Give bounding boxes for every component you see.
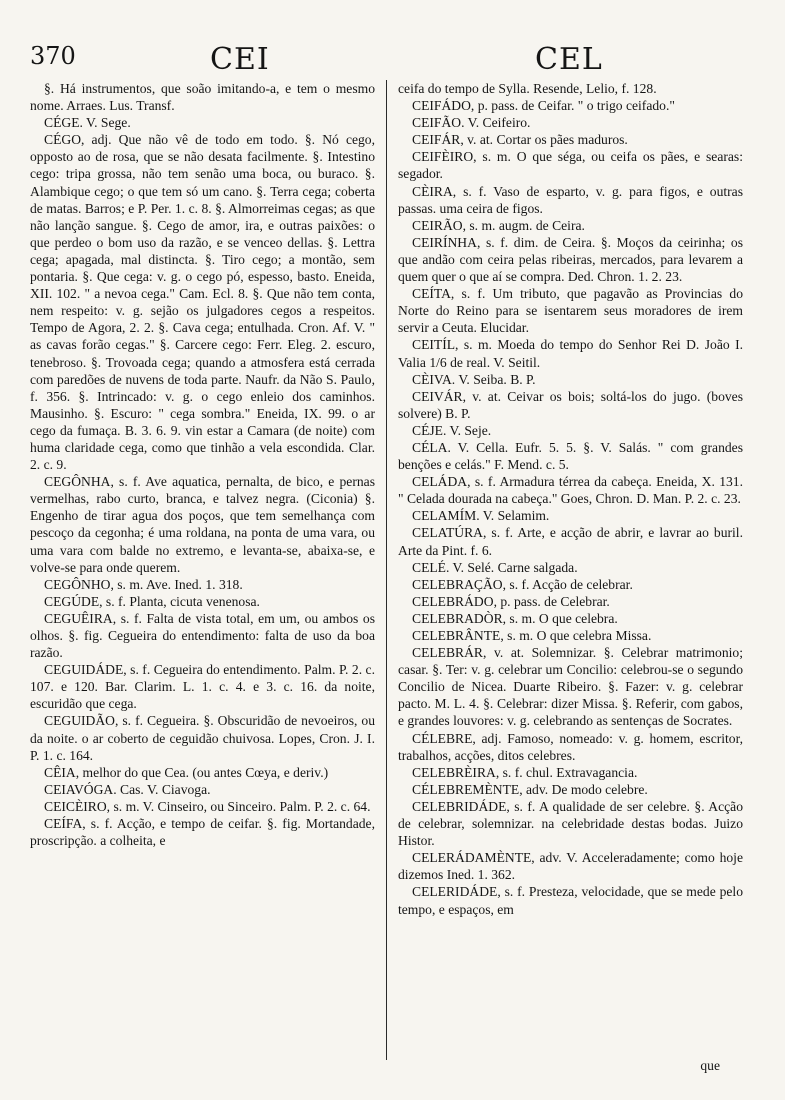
- dictionary-entry: §. Há instrumentos, que soão imitando-a, e tem o mesmo nome. Arraes. Lus. Transf.: [30, 81, 375, 114]
- dictionary-entry: CELÁDA, s. f. Armadura térrea da cabeça. Eneida, X. 131. " Celada dourada na cabeça." Goes, Chron. D. Man. P. 2. c. 23.: [398, 474, 743, 507]
- dictionary-entry: CEÍFA, s. f. Acção, e tempo de ceifar. §. fig. Mortandade, proscripção. a colheita, e: [30, 816, 375, 849]
- dictionary-entry: CEIVÁR, v. at. Ceivar os bois; soltá-los do jugo. (boves solvere) B. P.: [398, 388, 743, 421]
- dictionary-entry: CÉLEBREMÈNTE, adv. De modo celebre.: [412, 781, 648, 797]
- dictionary-entry: CELEBRÂNTE, s. m. O que celebra Missa.: [412, 628, 652, 643]
- dictionary-entry: CÉGO, adj. Que não vê de todo em todo. §. Nó cego, opposto ao de rosa, que se não desata facilmente. §. Intestino cego: tripa grossa, não tem senão uma boca, ou buraco. §. Alambique cego; o que tem só um cano. §. Terra cega; coberta de matas. Barros; e P. Per. 1. c. 8. §. Almorreimas cegas; as que não lanção sangue. §. Cego de amor, ira, e outras paixões: o que perdeo o bom uso da razão, e se venceo dellas. §. Lettra cega; apagada, mal distincta. §. Tiro cego; a montão, sem pontaria. §. Que cega: v. g. o cego pó, espesso, basto. Eneida, XII. 102. " a nevoa cega." Cam. Ecl. 8. §. Que não tem conta, nem respeito: v. g. sejão os julgadores cegos a respeitos. Tempo de Agora, 2. 2. §. Cava cega; entulhada. Cron. Af. V. " as cavas forão cegas." §. Carcere cego: Ferr. Eleg. 2. escuro, tenebroso. §. Trovoada cega; quando a atmosfera está cerrada com paredões de nuvens de toda parte. Naufr. da Não S. Paulo, f. 356. §. Intrincado: v. g. o cego enleio dos caminhos. Mausinho. §. Escuro: " cega sombra." Eneida, IX. 99. o ar cego da fumaça. B. 3. 6. 9. vin estar a Camara (de noite) com huma claridade cega, como que tinhão a vela escondida. Clar. 2. c. 9.: [30, 132, 375, 473]
- dictionary-entry: CEGÚDE, s. f. Planta, cicuta venenosa.: [44, 593, 260, 609]
- dictionary-entry: CEIFÁDO, p. pass. de Ceifar. " o trigo ceifado.": [412, 98, 675, 114]
- dictionary-entry: CÈIVA. V. Seiba. B. P.: [412, 371, 536, 387]
- column-divider: [386, 80, 387, 1060]
- dictionary-entry: CEGUIDÁDE, s. f. Cegueira do entendimento. Palm. P. 2. c. 107. e 120. Bar. Clarim. L. 1. c. 4. e 3. c. 16. da noite, escuridão que cega.: [30, 662, 375, 712]
- dictionary-entry: CELEBRADÒR, s. m. O que celebra.: [412, 610, 618, 626]
- dictionary-entry: CELERÁDAMÈNTE, adv. V. Acceleradamente; como hoje dizemos Ined. 1. 362.: [398, 850, 743, 883]
- dictionary-entry: CÈIRA, s. f. Vaso de esparto, v. g. para figos, e outras passas. uma ceira de figos.: [398, 183, 743, 216]
- running-head-right: CEL: [535, 42, 603, 77]
- left-column: [30, 80, 375, 849]
- dictionary-entry: CÉLEBRE, adj. Famoso, nomeado: v. g. homem, escritor, trabalhos, acções, ditos celebres.: [398, 730, 743, 763]
- dictionary-entry: CÉLA. V. Cella. Eufr. 5. 5. §. V. Salás. " com grandes benções e celás." F. Mend. c. 5.: [398, 439, 743, 473]
- dictionary-entry: CELEBRAÇÃO, s. f. Acção de celebrar.: [412, 576, 633, 592]
- dictionary-entry: CÉGE. V. Sege.: [44, 115, 131, 131]
- dictionary-entry: CELERIDÁDE, s. f. Presteza, velocidade, que se mede pelo tempo, e espaços, em: [398, 884, 743, 917]
- dictionary-entry: CELATÚRA, s. f. Arte, e acção de abrir, e lavrar ao buril. Arte da Pint. f. 6.: [398, 525, 743, 558]
- dictionary-entry: CEITÍL, s. m. Moeda do tempo do Senhor Rei D. João I. Valia 1/6 de real. V. Seitil.: [398, 337, 743, 370]
- dictionary-entry: ceifa do tempo de Sylla. Resende, Lelio, f. 128.: [398, 81, 657, 96]
- running-head-left: CEI: [210, 42, 270, 77]
- dictionary-entry: CÉJE. V. Seje.: [412, 422, 492, 438]
- dictionary-entry: CEGUIDÃO, s. f. Cegueira. §. Obscuridão de nevoeiros, ou da noite. o ar coberto de ceguidão chuivosa. Lopes, Cron. J. I. P. 1. c. 164.: [30, 713, 375, 763]
- dictionary-entry: CEIAVÓGA. Cas. V. Ciavoga.: [44, 781, 211, 797]
- dictionary-entry: CEGUÊIRA, s. f. Falta de vista total, em um, ou ambos os olhos. §. fig. Cegueira do entendimento: falta de uso da boa razão.: [30, 610, 375, 661]
- page-header: [0, 42, 785, 82]
- page-number: 370: [30, 42, 76, 70]
- dictionary-entry: CEIRÍNHA, s. f. dim. de Ceira. §. Moços da ceirinha; os que andão com ceira pelas ribeiras, mercados, para levarem a quem quer o que aí se compra. Ded. Chron. 1. 2. 23.: [398, 234, 743, 285]
- dictionary-entry: CEICÈIRO, s. m. V. Cinseiro, ou Sinceiro. Palm. P. 2. c. 64.: [44, 798, 371, 814]
- dictionary-entry: CEIRÃO, s. m. augm. de Ceira.: [412, 217, 585, 233]
- dictionary-entry: CÊIA, melhor do que Cea. (ou antes Cœya, e deriv.): [44, 764, 329, 780]
- dictionary-entry: CELEBRÈIRA, s. f. chul. Extravagancia.: [412, 764, 638, 780]
- dictionary-entry: CELEBRÁDO, p. pass. de Celebrar.: [412, 593, 610, 609]
- dictionary-entry: CELEBRÁR, v. at. Solemnizar. §. Celebrar matrimonio; casar. §. Ter: v. g. celebrar um Concilio: celebrou-se o segundo Concilio de Nicea. Duarte Ribeiro. §. Fazer: v. g. celebrar pacto. M. L. 4. §. Celebrar: dizer Missa. §. Referir, com gabos, e grandes louvores: v. g. celebrando as sentenças de Socrates.: [398, 645, 743, 729]
- dictionary-entry: CEIFÈIRO, s. m. O que séga, ou ceifa os pães, e searas: segador.: [398, 149, 743, 182]
- dictionary-entry: CELÉ. V. Selé. Carne salgada.: [412, 559, 578, 575]
- right-column: [398, 80, 743, 918]
- dictionary-entry: CEIFÁR, v. at. Cortar os pães maduros.: [412, 132, 628, 148]
- dictionary-entry: CELEBRIDÁDE, s. f. A qualidade de ser celebre. §. Acção de celebrar, solemnizar. na celebridade destas bodas. Juizo Histor.: [398, 798, 743, 849]
- dictionary-entry: CEGÔNHA, s. f. Ave aquatica, pernalta, de bico, e pernas vermelhas, rabo curto, branca, e talvez negra. (Ciconia) §. Engenho de tirar agua dos poços, que tem semelhança com pescoço da cegonha; é uma roldana, na ponta de uma vara, ou uma vara com balde no extremo, e levanta-se, abaixa-se, e volve-se para onde querem.: [30, 474, 375, 575]
- dictionary-entry: CEÍTA, s. f. Um tributo, que pagavão as Provincias do Norte do Reino para se isentarem seus moradores de irem servir a Ceuta. Elucidar.: [398, 286, 743, 336]
- catchword: que: [700, 1058, 720, 1073]
- dictionary-entry: CEGÔNHO, s. m. Ave. Ined. 1. 318.: [44, 576, 243, 592]
- dictionary-entry: CELAMÍM. V. Selamim.: [412, 508, 550, 524]
- dictionary-entry: CEIFÃO. V. Ceifeiro.: [412, 115, 531, 131]
